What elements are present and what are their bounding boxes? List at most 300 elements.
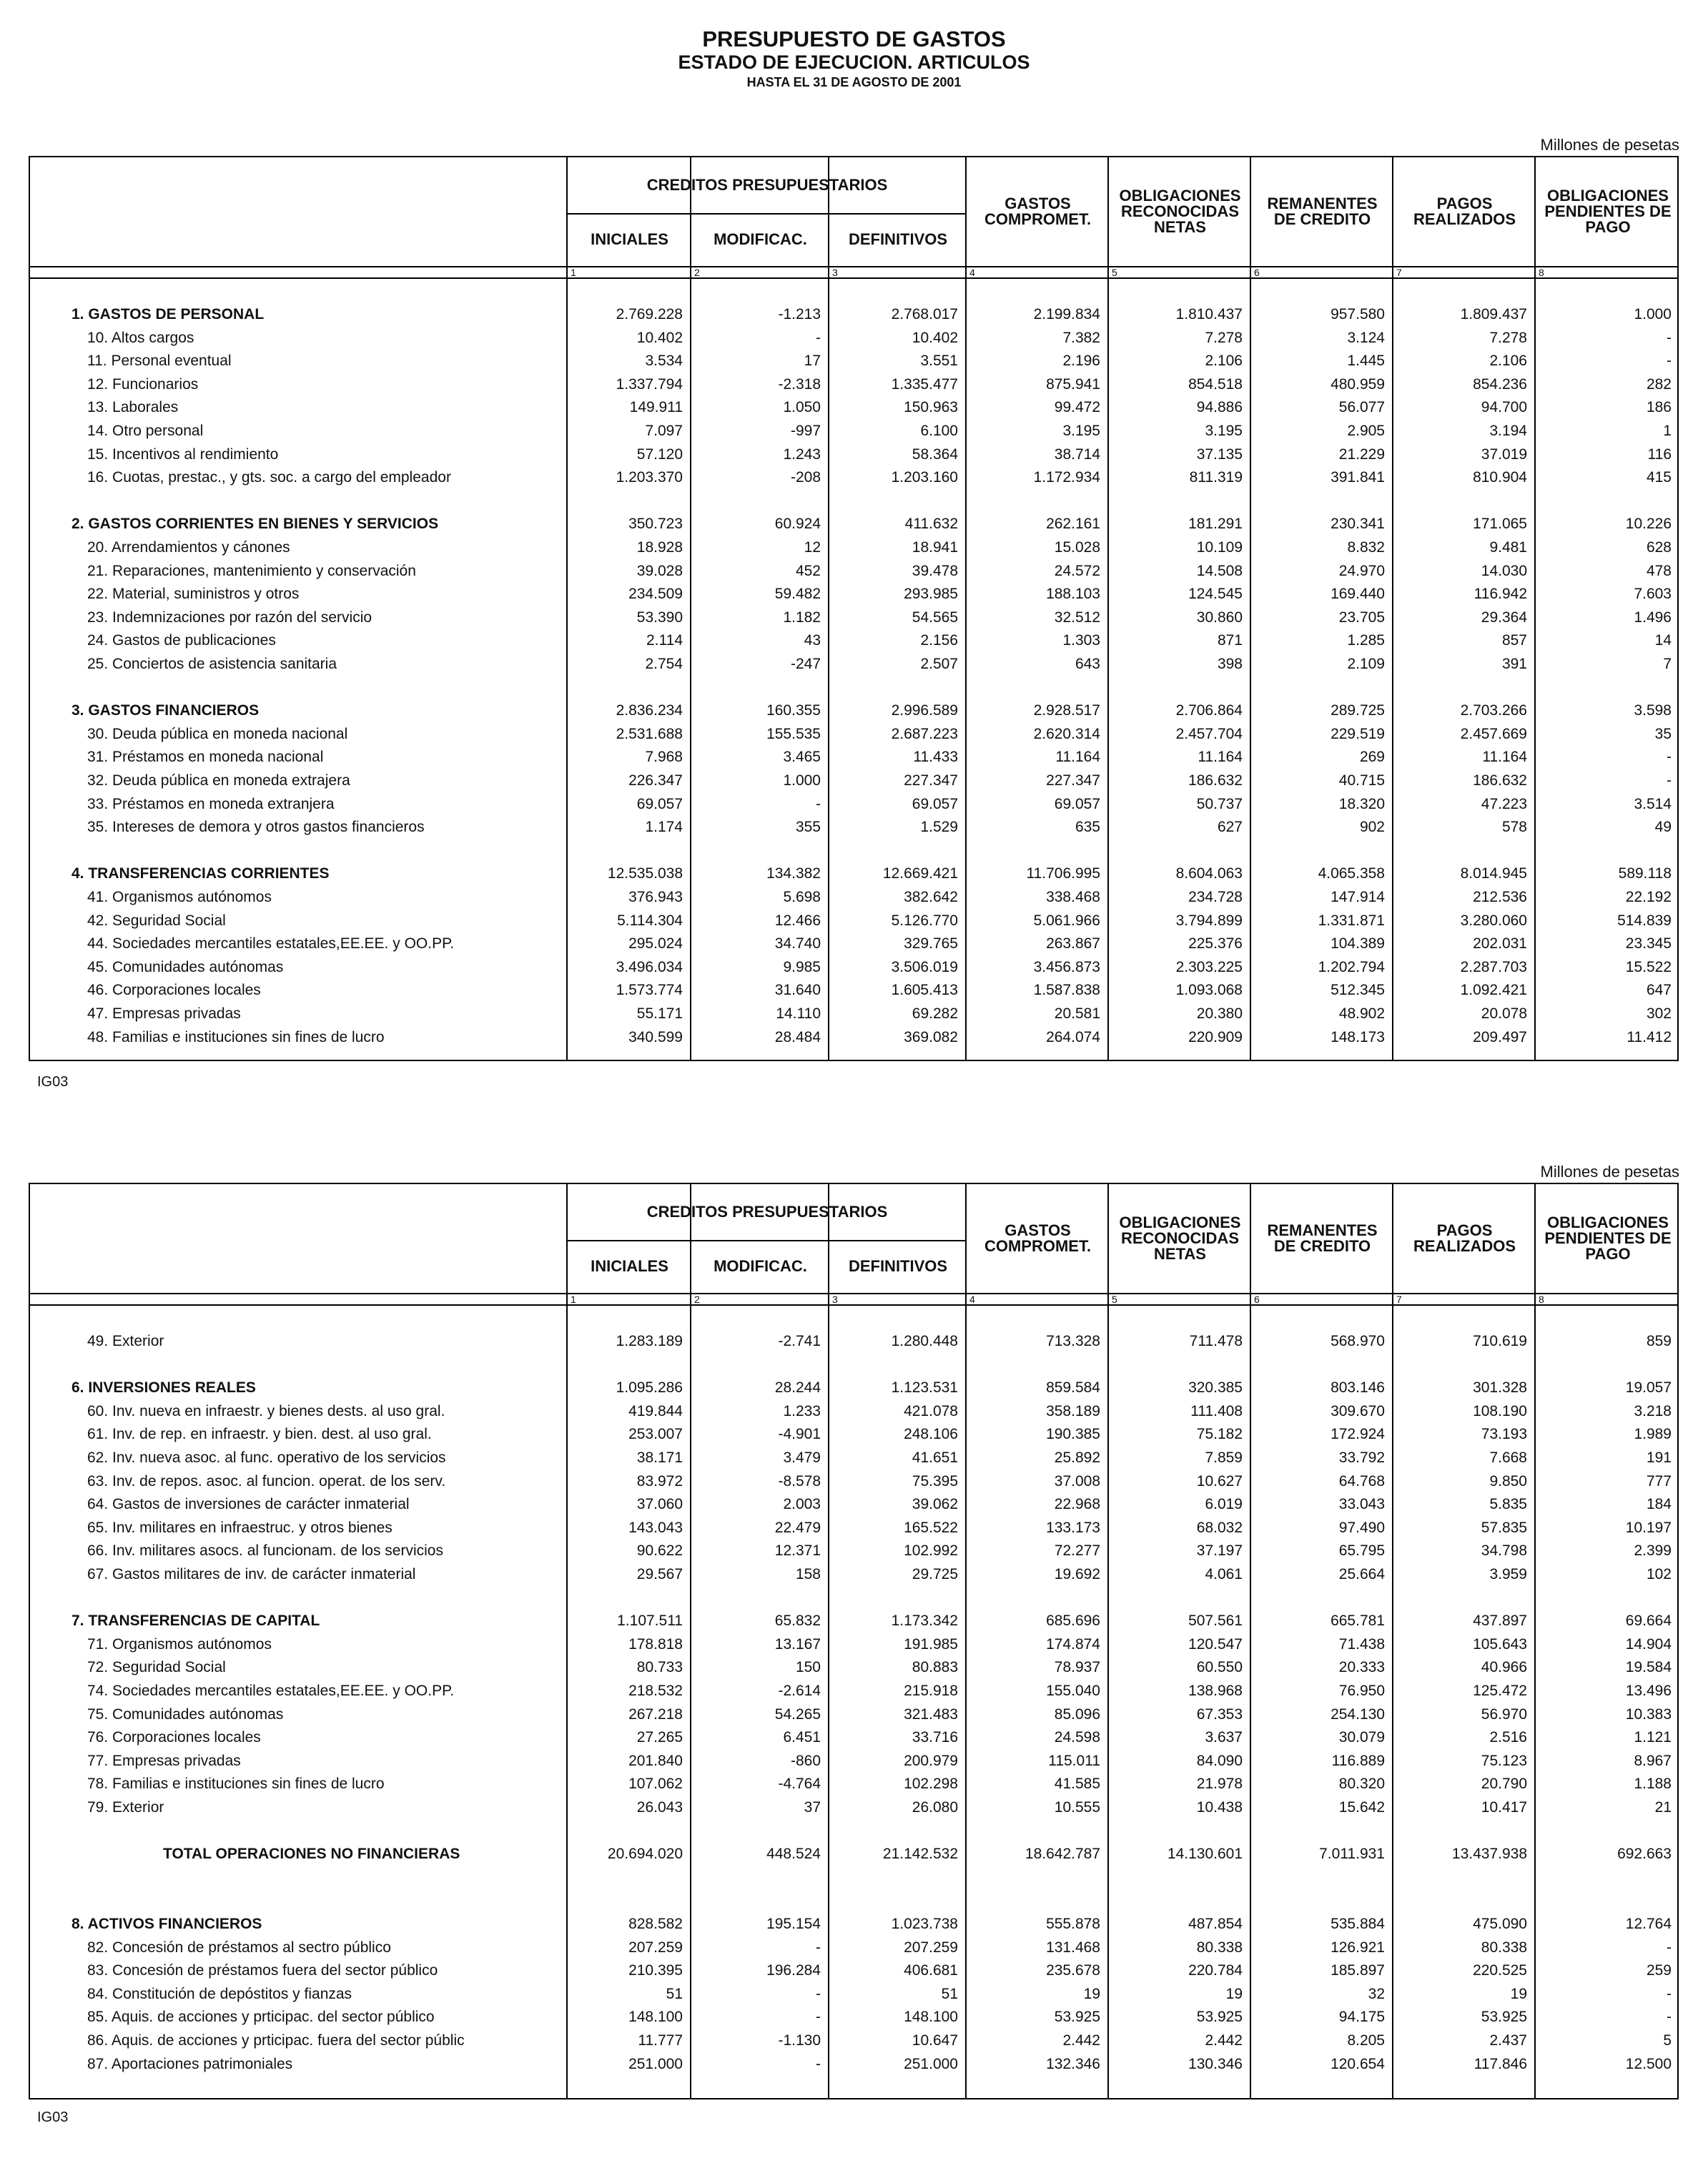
row-label: 46. Corporaciones locales bbox=[87, 982, 261, 999]
table-row bbox=[30, 1680, 1677, 1703]
cell-pagos: 73.193 bbox=[1481, 1426, 1527, 1443]
cell-pagos: 7.668 bbox=[1489, 1449, 1527, 1466]
cell-pagos: 2.457.669 bbox=[1460, 725, 1527, 742]
cell-iniciales: 143.043 bbox=[628, 1519, 683, 1536]
cell-obligaciones: 507.561 bbox=[1188, 1613, 1243, 1630]
cell-gastos: 190.385 bbox=[1046, 1426, 1100, 1443]
cell-pendientes: 3.218 bbox=[1634, 1402, 1672, 1419]
cell-iniciales: 3.496.034 bbox=[616, 958, 683, 975]
cell-modificac: - bbox=[816, 2055, 821, 2072]
cell-pendientes: 35 bbox=[1654, 725, 1672, 742]
row-label: TOTAL OPERACIONES NO FINANCIERAS bbox=[163, 1846, 460, 1863]
cell-remanentes: 15.642 bbox=[1338, 1799, 1385, 1816]
cell-modificac: 65.832 bbox=[774, 1613, 821, 1630]
total-row bbox=[30, 1843, 1677, 1866]
cell-iniciales: 107.062 bbox=[628, 1776, 683, 1793]
cell-obligaciones: 8.604.063 bbox=[1175, 865, 1243, 882]
row-label: 20. Arrendamientos y cánones bbox=[87, 539, 290, 556]
row-label: 32. Deuda pública en moneda extrajera bbox=[87, 772, 350, 789]
cell-gastos: 99.472 bbox=[1054, 399, 1100, 416]
cell-definitivos: 165.522 bbox=[904, 1519, 958, 1536]
row-label: 16. Cuotas, prestac., y gts. soc. a cargo del empleador bbox=[87, 469, 451, 486]
cell-pagos: 57.835 bbox=[1481, 1519, 1527, 1536]
column-number: 1 bbox=[571, 267, 576, 278]
row-label: 4. TRANSFERENCIAS CORRIENTES bbox=[71, 865, 330, 882]
cell-pendientes: 49 bbox=[1654, 819, 1672, 836]
cell-remanentes: 64.768 bbox=[1338, 1472, 1385, 1490]
cell-pendientes: 116 bbox=[1647, 445, 1672, 463]
cell-modificac: 1.233 bbox=[783, 1402, 821, 1419]
cell-iniciales: 1.174 bbox=[645, 819, 683, 836]
row-label: 22. Material, suministros y otros bbox=[87, 586, 300, 603]
cell-iniciales: 69.057 bbox=[636, 795, 683, 812]
cell-obligaciones: 14.508 bbox=[1196, 562, 1243, 579]
cell-obligaciones: 186.632 bbox=[1188, 772, 1243, 789]
cell-pendientes: 14.904 bbox=[1625, 1635, 1672, 1653]
cell-modificac: 60.924 bbox=[774, 516, 821, 533]
cell-iniciales: 10.402 bbox=[636, 329, 683, 346]
cell-gastos: 358.189 bbox=[1046, 1402, 1100, 1419]
cell-modificac: 12.371 bbox=[774, 1542, 821, 1560]
cell-obligaciones: 627 bbox=[1217, 819, 1243, 836]
cell-pendientes: 19.057 bbox=[1625, 1379, 1672, 1397]
cell-modificac: 31.640 bbox=[774, 982, 821, 999]
cell-remanentes: 1.202.794 bbox=[1318, 958, 1385, 975]
cell-iniciales: 5.114.304 bbox=[617, 912, 683, 929]
cell-definitivos: 2.687.223 bbox=[891, 725, 958, 742]
header-pendientes: OBLIGACIONES PENDIENTES DE PAGO bbox=[1544, 1213, 1672, 1263]
cell-obligaciones: 10.627 bbox=[1196, 1472, 1243, 1490]
cell-pagos: 125.472 bbox=[1473, 1683, 1527, 1699]
cell-pagos: 94.700 bbox=[1481, 399, 1527, 416]
cell-obligaciones: 7.278 bbox=[1205, 329, 1243, 346]
cell-remanentes: 1.331.871 bbox=[1318, 912, 1385, 929]
cell-definitivos: 215.918 bbox=[904, 1683, 958, 1699]
cell-definitivos: 293.985 bbox=[904, 586, 958, 603]
cell-pendientes: 23.345 bbox=[1625, 935, 1672, 952]
row-label: 85. Aquis. de acciones y prticipac. del sector público bbox=[87, 2009, 435, 2026]
cell-pagos: 220.525 bbox=[1473, 1962, 1527, 1979]
cell-pendientes: 15.522 bbox=[1625, 958, 1672, 975]
cell-gastos: 24.572 bbox=[1054, 562, 1100, 579]
row-label: 47. Empresas privadas bbox=[87, 1005, 241, 1022]
cell-remanentes: 480.959 bbox=[1331, 375, 1385, 393]
cell-gastos: 78.937 bbox=[1054, 1659, 1100, 1676]
cell-remanentes: 48.902 bbox=[1338, 1005, 1385, 1022]
cell-remanentes: 1.285 bbox=[1347, 632, 1385, 649]
cell-pendientes: - bbox=[1667, 1939, 1672, 1956]
cell-obligaciones: 21.978 bbox=[1196, 1776, 1243, 1793]
cell-pagos: 9.481 bbox=[1489, 539, 1527, 556]
cell-iniciales: 18.928 bbox=[636, 539, 683, 556]
cell-pendientes: 10.383 bbox=[1625, 1705, 1672, 1723]
row-label: 3. GASTOS FINANCIEROS bbox=[71, 702, 260, 719]
cell-remanentes: 21.229 bbox=[1338, 445, 1385, 463]
cell-gastos: 131.468 bbox=[1046, 1939, 1100, 1956]
cell-gastos: 188.103 bbox=[1046, 586, 1100, 603]
cell-remanentes: 97.490 bbox=[1338, 1519, 1385, 1536]
table-row bbox=[30, 1726, 1677, 1749]
section-row bbox=[30, 303, 1677, 326]
cell-iniciales: 27.265 bbox=[636, 1729, 683, 1746]
cell-modificac: 13.167 bbox=[774, 1635, 821, 1653]
cell-gastos: 85.096 bbox=[1054, 1705, 1100, 1723]
cell-modificac: -8.578 bbox=[778, 1472, 821, 1490]
cell-gastos: 1.172.934 bbox=[1033, 469, 1100, 486]
cell-iniciales: 251.000 bbox=[628, 2055, 683, 2072]
cell-gastos: 174.874 bbox=[1046, 1635, 1100, 1653]
table-row bbox=[30, 1750, 1677, 1773]
cell-gastos: 11.706.995 bbox=[1026, 865, 1100, 882]
footer-code-2: IG03 bbox=[37, 2109, 69, 2125]
cell-pagos: 7.278 bbox=[1489, 329, 1527, 346]
column-number: 5 bbox=[1112, 267, 1117, 278]
cell-pagos: 301.328 bbox=[1473, 1379, 1527, 1397]
row-label: 62. Inv. nueva asoc. al func. operativo de los servicios bbox=[87, 1449, 446, 1466]
cell-remanentes: 147.914 bbox=[1331, 889, 1385, 905]
cell-pendientes: - bbox=[1667, 2009, 1672, 2026]
cell-modificac: -1.213 bbox=[778, 306, 821, 323]
row-label: 23. Indemnizaciones por razón del servicio bbox=[87, 609, 372, 626]
table-row bbox=[30, 1003, 1677, 1025]
cell-definitivos: 39.062 bbox=[912, 1496, 958, 1513]
cell-pagos: 40.966 bbox=[1481, 1659, 1527, 1676]
cell-iniciales: 1.203.370 bbox=[616, 469, 683, 486]
cell-gastos: 72.277 bbox=[1054, 1542, 1100, 1560]
cell-pagos: 37.019 bbox=[1481, 445, 1527, 463]
table-row bbox=[30, 1773, 1677, 1796]
cell-modificac: - bbox=[816, 329, 821, 346]
cell-obligaciones: 68.032 bbox=[1196, 1519, 1243, 1536]
table-row bbox=[30, 1026, 1677, 1049]
cell-remanentes: 120.654 bbox=[1331, 2055, 1385, 2072]
column-number: 8 bbox=[1539, 267, 1544, 278]
header-obligaciones: OBLIGACIONES RECONOCIDAS NETAS bbox=[1119, 1213, 1241, 1263]
table-row bbox=[30, 956, 1677, 979]
cell-modificac: -2.741 bbox=[778, 1333, 821, 1349]
cell-remanentes: 902 bbox=[1359, 819, 1385, 836]
cell-remanentes: 665.781 bbox=[1331, 1613, 1385, 1630]
cell-obligaciones: 138.968 bbox=[1188, 1683, 1243, 1699]
row-label: 10. Altos cargos bbox=[87, 329, 194, 346]
cell-pendientes: 3.598 bbox=[1634, 702, 1672, 719]
cell-iniciales: 376.943 bbox=[628, 889, 683, 905]
cell-modificac: 2.003 bbox=[783, 1496, 821, 1513]
cell-pendientes: 10.197 bbox=[1625, 1519, 1672, 1536]
row-label: 35. Intereses de demora y otros gastos financieros bbox=[87, 819, 425, 836]
cell-gastos: 5.061.966 bbox=[1033, 912, 1100, 929]
cell-definitivos: 1.335.477 bbox=[891, 375, 958, 393]
cell-modificac: 3.465 bbox=[783, 749, 821, 766]
cell-obligaciones: 1.810.437 bbox=[1175, 306, 1243, 323]
cell-definitivos: 148.100 bbox=[904, 2009, 958, 2026]
cell-iniciales: 3.534 bbox=[645, 353, 683, 370]
header-creditos-presupuestarios: CREDITOS PRESUPUESTARIOS bbox=[646, 1203, 888, 1221]
cell-gastos: 11.164 bbox=[1055, 749, 1100, 766]
cell-gastos: 25.892 bbox=[1054, 1449, 1100, 1466]
row-label: 15. Incentivos al rendimiento bbox=[87, 445, 279, 463]
cell-obligaciones: 487.854 bbox=[1188, 1916, 1243, 1932]
cell-pendientes: - bbox=[1667, 749, 1672, 766]
cell-definitivos: 421.078 bbox=[904, 1402, 958, 1419]
cell-obligaciones: 234.728 bbox=[1188, 889, 1243, 905]
cell-modificac: 17 bbox=[804, 353, 821, 370]
cell-modificac: 12 bbox=[804, 539, 821, 556]
cell-pendientes: 7.603 bbox=[1634, 586, 1672, 603]
cell-iniciales: 11.777 bbox=[638, 2032, 683, 2049]
cell-iniciales: 57.120 bbox=[636, 445, 683, 463]
cell-iniciales: 53.390 bbox=[636, 609, 683, 626]
cell-gastos: 262.161 bbox=[1046, 516, 1100, 533]
cell-pagos: 209.497 bbox=[1473, 1028, 1527, 1045]
row-label: 82. Concesión de préstamos al sectro público bbox=[87, 1939, 391, 1956]
cell-pagos: 1.092.421 bbox=[1460, 982, 1527, 999]
cell-obligaciones: 2.442 bbox=[1205, 2032, 1243, 2049]
row-label: 14. Otro personal bbox=[87, 423, 204, 439]
cell-remanentes: 535.884 bbox=[1331, 1916, 1385, 1932]
section-row bbox=[30, 862, 1677, 885]
cell-pendientes: - bbox=[1667, 1985, 1672, 2002]
cell-definitivos: 406.681 bbox=[904, 1962, 958, 1979]
cell-iniciales: 90.622 bbox=[636, 1542, 683, 1560]
cell-remanentes: 269 bbox=[1359, 749, 1385, 766]
cell-pendientes: 647 bbox=[1646, 982, 1672, 999]
cell-pagos: 475.090 bbox=[1473, 1916, 1527, 1932]
cell-definitivos: 1.605.413 bbox=[891, 982, 958, 999]
cell-pagos: 1.809.437 bbox=[1460, 306, 1527, 323]
cell-pendientes: 692.663 bbox=[1617, 1846, 1672, 1863]
cell-pendientes: - bbox=[1667, 772, 1672, 789]
cell-iniciales: 2.769.228 bbox=[616, 306, 683, 323]
cell-obligaciones: 84.090 bbox=[1196, 1752, 1243, 1769]
cell-definitivos: 251.000 bbox=[904, 2055, 958, 2072]
cell-pendientes: 1.000 bbox=[1634, 306, 1672, 323]
cell-pagos: 117.846 bbox=[1473, 2055, 1527, 2072]
cell-definitivos: 26.080 bbox=[912, 1799, 958, 1816]
cell-definitivos: 2.507 bbox=[920, 656, 958, 672]
cell-modificac: 155.535 bbox=[766, 725, 821, 742]
cell-iniciales: 340.599 bbox=[628, 1028, 683, 1045]
cell-definitivos: 5.126.770 bbox=[891, 912, 958, 929]
cell-gastos: 38.714 bbox=[1054, 445, 1100, 463]
budget-table-2 bbox=[29, 1183, 1679, 2099]
cell-obligaciones: 30.860 bbox=[1196, 609, 1243, 626]
table-row bbox=[30, 583, 1677, 606]
table-row bbox=[30, 2006, 1677, 2029]
table-row bbox=[30, 932, 1677, 955]
cell-pendientes: 8.967 bbox=[1634, 1752, 1672, 1769]
cell-pendientes: 3.514 bbox=[1634, 795, 1672, 812]
cell-iniciales: 253.007 bbox=[628, 1426, 683, 1443]
cell-obligaciones: 2.303.225 bbox=[1175, 958, 1243, 975]
section-row bbox=[30, 1610, 1677, 1633]
cell-pagos: 391 bbox=[1501, 656, 1527, 672]
cell-pendientes: 191 bbox=[1646, 1449, 1672, 1466]
report-title: PRESUPUESTO DE GASTOS bbox=[702, 26, 1006, 51]
report-subtitle: ESTADO DE EJECUCION. ARTICULOS bbox=[678, 51, 1030, 73]
table-row bbox=[30, 1656, 1677, 1679]
cell-definitivos: 6.100 bbox=[920, 423, 958, 439]
cell-obligaciones: 67.353 bbox=[1196, 1705, 1243, 1723]
cell-obligaciones: 75.182 bbox=[1196, 1426, 1243, 1443]
cell-definitivos: 382.642 bbox=[904, 889, 958, 905]
cell-remanentes: 40.715 bbox=[1338, 772, 1385, 789]
cell-remanentes: 18.320 bbox=[1338, 795, 1385, 812]
cell-obligaciones: 60.550 bbox=[1196, 1659, 1243, 1676]
row-label: 67. Gastos militares de inv. de carácter inmaterial bbox=[87, 1566, 416, 1582]
cell-obligaciones: 871 bbox=[1217, 632, 1243, 649]
table-row bbox=[30, 396, 1677, 419]
cell-modificac: -4.764 bbox=[778, 1776, 821, 1793]
cell-gastos: 22.968 bbox=[1054, 1496, 1100, 1513]
cell-iniciales: 37.060 bbox=[636, 1496, 683, 1513]
cell-gastos: 338.468 bbox=[1046, 889, 1100, 905]
cell-obligaciones: 3.794.899 bbox=[1175, 912, 1243, 929]
report-date: HASTA EL 31 DE AGOSTO DE 2001 bbox=[746, 75, 962, 89]
cell-gastos: 713.328 bbox=[1046, 1333, 1100, 1349]
cell-obligaciones: 94.886 bbox=[1196, 399, 1243, 416]
cell-modificac: -997 bbox=[790, 423, 821, 439]
cell-obligaciones: 7.859 bbox=[1205, 1449, 1243, 1466]
table-row bbox=[30, 466, 1677, 489]
cell-remanentes: 803.146 bbox=[1331, 1379, 1385, 1397]
cell-pagos: 20.078 bbox=[1481, 1005, 1527, 1022]
cell-pendientes: 186 bbox=[1646, 399, 1672, 416]
cell-pagos: 2.703.266 bbox=[1460, 702, 1527, 719]
cell-pendientes: 628 bbox=[1646, 539, 1672, 556]
cell-modificac: 1.182 bbox=[783, 609, 821, 626]
cell-iniciales: 1.573.774 bbox=[616, 982, 683, 999]
row-label: 13. Laborales bbox=[87, 399, 179, 416]
cell-gastos: 1.303 bbox=[1062, 632, 1100, 649]
table-row bbox=[30, 1796, 1677, 1819]
cell-iniciales: 828.582 bbox=[628, 1916, 683, 1932]
cell-obligaciones: 220.909 bbox=[1188, 1028, 1243, 1045]
cell-gastos: 2.620.314 bbox=[1033, 725, 1100, 742]
row-label: 2. GASTOS CORRIENTES EN BIENES Y SERVICIOS bbox=[71, 516, 439, 533]
cell-remanentes: 32 bbox=[1368, 1985, 1385, 2002]
cell-obligaciones: 11.164 bbox=[1198, 749, 1243, 766]
row-label: 72. Seguridad Social bbox=[87, 1659, 226, 1676]
column-number: 7 bbox=[1396, 1294, 1402, 1305]
row-label: 66. Inv. militares asocs. al funcionam. de los servicios bbox=[87, 1542, 443, 1560]
row-label: 8. ACTIVOS FINANCIEROS bbox=[71, 1916, 262, 1932]
cell-definitivos: 329.765 bbox=[904, 935, 958, 952]
cell-obligaciones: 220.784 bbox=[1188, 1962, 1243, 1979]
cell-modificac: - bbox=[816, 1985, 821, 2002]
cell-iniciales: 350.723 bbox=[628, 516, 683, 533]
column-number: 4 bbox=[969, 267, 975, 278]
cell-pendientes: 478 bbox=[1646, 562, 1672, 579]
cell-pagos: 105.643 bbox=[1473, 1635, 1527, 1653]
cell-remanentes: 2.905 bbox=[1347, 423, 1385, 439]
cell-definitivos: 321.483 bbox=[904, 1705, 958, 1723]
table-row bbox=[30, 1563, 1677, 1586]
cell-definitivos: 3.506.019 bbox=[891, 958, 958, 975]
cell-obligaciones: 20.380 bbox=[1196, 1005, 1243, 1022]
cell-modificac: 34.740 bbox=[774, 935, 821, 952]
cell-gastos: 19 bbox=[1083, 1985, 1100, 2002]
column-number: 4 bbox=[969, 1294, 975, 1305]
row-label: 33. Préstamos en moneda extranjera bbox=[87, 795, 335, 812]
row-label: 87. Aportaciones patrimoniales bbox=[87, 2055, 293, 2072]
cell-gastos: 155.040 bbox=[1046, 1683, 1100, 1699]
cell-modificac: 6.451 bbox=[783, 1729, 821, 1746]
cell-iniciales: 148.100 bbox=[628, 2009, 683, 2026]
table-row bbox=[30, 1959, 1677, 1982]
row-label: 75. Comunidades autónomas bbox=[87, 1705, 284, 1723]
cell-obligaciones: 120.547 bbox=[1188, 1635, 1243, 1653]
cell-iniciales: 39.028 bbox=[636, 562, 683, 579]
budget-table-1 bbox=[29, 156, 1679, 1061]
cell-modificac: 134.382 bbox=[766, 865, 821, 882]
cell-gastos: 32.512 bbox=[1054, 609, 1100, 626]
table-row bbox=[30, 979, 1677, 1002]
cell-modificac: - bbox=[816, 795, 821, 812]
cell-obligaciones: 50.737 bbox=[1196, 795, 1243, 812]
cell-obligaciones: 1.093.068 bbox=[1175, 982, 1243, 999]
row-label: 45. Comunidades autónomas bbox=[87, 958, 284, 975]
cell-pagos: 29.364 bbox=[1481, 609, 1527, 626]
table-row bbox=[30, 373, 1677, 396]
footer-code: IG03 bbox=[37, 1074, 69, 1090]
cell-modificac: 1.050 bbox=[783, 399, 821, 416]
cell-definitivos: 1.123.531 bbox=[891, 1379, 958, 1397]
header-obligaciones: OBLIGACIONES RECONOCIDAS NETAS bbox=[1119, 187, 1241, 236]
cell-pendientes: 415 bbox=[1646, 469, 1672, 486]
cell-remanentes: 24.970 bbox=[1338, 562, 1385, 579]
cell-definitivos: 69.282 bbox=[912, 1005, 958, 1022]
cell-pendientes: 12.500 bbox=[1625, 2055, 1672, 2072]
cell-iniciales: 55.171 bbox=[636, 1005, 683, 1022]
cell-obligaciones: 10.109 bbox=[1196, 539, 1243, 556]
cell-pagos: 10.417 bbox=[1481, 1799, 1527, 1816]
cell-obligaciones: 124.545 bbox=[1188, 586, 1243, 603]
cell-definitivos: 41.651 bbox=[912, 1449, 958, 1466]
cell-definitivos: 102.298 bbox=[904, 1776, 958, 1793]
table-row bbox=[30, 910, 1677, 932]
cell-pendientes: 7 bbox=[1663, 656, 1672, 672]
cell-gastos: 18.642.787 bbox=[1025, 1846, 1100, 1863]
cell-pagos: 20.790 bbox=[1481, 1776, 1527, 1793]
cell-pendientes: 1.496 bbox=[1634, 609, 1672, 626]
cell-pagos: 108.190 bbox=[1473, 1402, 1527, 1419]
cell-definitivos: 75.395 bbox=[912, 1472, 958, 1490]
cell-gastos: 10.555 bbox=[1054, 1799, 1100, 1816]
cell-modificac: -860 bbox=[790, 1752, 821, 1769]
cell-gastos: 3.456.873 bbox=[1033, 958, 1100, 975]
row-label: 21. Reparaciones, mantenimiento y conservación bbox=[87, 562, 416, 579]
cell-pendientes: 514.839 bbox=[1617, 912, 1672, 929]
column-number: 5 bbox=[1112, 1294, 1117, 1305]
cell-pendientes: 21 bbox=[1654, 1799, 1672, 1816]
cell-obligaciones: 181.291 bbox=[1188, 516, 1243, 533]
cell-pendientes: 259 bbox=[1646, 1962, 1672, 1979]
header-gastos: GASTOS COMPROMET. bbox=[984, 1221, 1092, 1255]
cell-iniciales: 38.171 bbox=[636, 1449, 683, 1466]
cell-modificac: 448.524 bbox=[766, 1846, 821, 1863]
cell-gastos: 24.598 bbox=[1054, 1729, 1100, 1746]
cell-modificac: 59.482 bbox=[774, 586, 821, 603]
table-row bbox=[30, 1470, 1677, 1493]
cell-modificac: -247 bbox=[790, 656, 821, 672]
cell-remanentes: 254.130 bbox=[1331, 1705, 1385, 1723]
cell-definitivos: 200.979 bbox=[904, 1752, 958, 1769]
cell-modificac: -2.614 bbox=[778, 1683, 821, 1699]
cell-remanentes: 65.795 bbox=[1338, 1542, 1385, 1560]
cell-pendientes: 282 bbox=[1646, 375, 1672, 393]
cell-remanentes: 33.043 bbox=[1338, 1496, 1385, 1513]
